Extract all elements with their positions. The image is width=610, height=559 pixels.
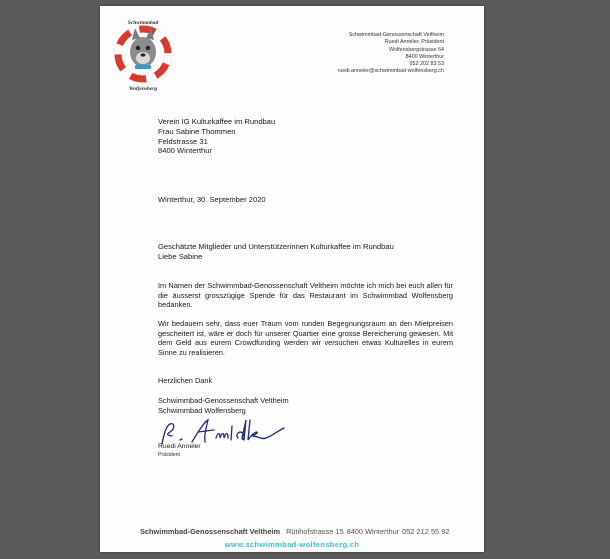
recipient-line: 8400 Winterthur (158, 146, 213, 156)
footer-org: Schwimmbad-Genossenschaft Veltheim (140, 527, 281, 536)
svg-text:Schwimmbad: Schwimmbad (127, 20, 159, 26)
sender-email[interactable]: ruedi.anneler@schwimmbad-wolfensberg.ch (337, 68, 444, 75)
footer-website-link[interactable]: www.schwimmbad-wolfensberg.ch (224, 540, 360, 549)
signature-organisation (158, 396, 289, 416)
salutation (158, 242, 394, 262)
svg-text:Wolfensberg: Wolfensberg (128, 86, 158, 92)
footer-city: 8400 Winterthur (346, 527, 400, 536)
recipient-address (158, 117, 275, 156)
signer-role: Präsident (158, 452, 180, 458)
salutation-line-2: Liebe Sabine (158, 252, 203, 261)
closing: Herzlichen Dank (158, 376, 213, 385)
footer-address (140, 527, 450, 536)
body-paragraph-2: Wir bedauern sehr, dass euer Traum vom runden Begegnungsraum an den Mietpreisen gescheitert ist, wäre er doch für unserer Quartier eine grosse Bereicherung gewesen. Mit dem Geld aus eurem Crowdfunding werden wir versuchen etwas Kulturelles in eurem Sinne zu realisieren. (158, 319, 453, 357)
body-paragraph-1: Im Namen der Schwimmbad-Genossenschaft Veltheim möchte ich mich bei euch allen für die äusserst grosszügige Spende für das Restaurant im Schwimmbad Wolfensberg bedanken. (158, 281, 453, 310)
footer-phone: 052 212 55 92 (402, 527, 450, 536)
sender-line: Schwimmbad-Genossenschaft Veltheim (348, 32, 444, 38)
letter-page (100, 6, 484, 552)
sender-line: Ruedi Anneler, Präsident (384, 39, 444, 46)
recipient-line: Verein IG Kulturkaffee im Rundbau (158, 117, 276, 126)
letter-date: Winterthur, 30. September 2020 (158, 195, 266, 204)
sender-line: 052 202 83 53 (409, 61, 444, 68)
sender-line: Wolfensbergstrasse 64 (388, 46, 444, 53)
sender-address (338, 32, 444, 76)
sender-line: 8400 Winterthur (405, 53, 444, 60)
salutation-line-1: Geschätzte Mitglieder und Unterstützerinnen Kulturkaffee im Rundbau (158, 242, 394, 251)
org-line-1: Schwimmbad-Genossenschaft Veltheim (158, 396, 289, 405)
recipient-line: Frau Sabine Thommen (158, 126, 236, 136)
recipient-line: Feldstrasse 31 (158, 136, 208, 146)
footer-street: Rütihofstrasse 15 (286, 527, 344, 536)
signer-name: Ruedi Anneler (158, 443, 201, 450)
wolf-logo-icon (114, 16, 172, 92)
org-line-2: Schwimmbad Wolfensberg (158, 405, 246, 415)
